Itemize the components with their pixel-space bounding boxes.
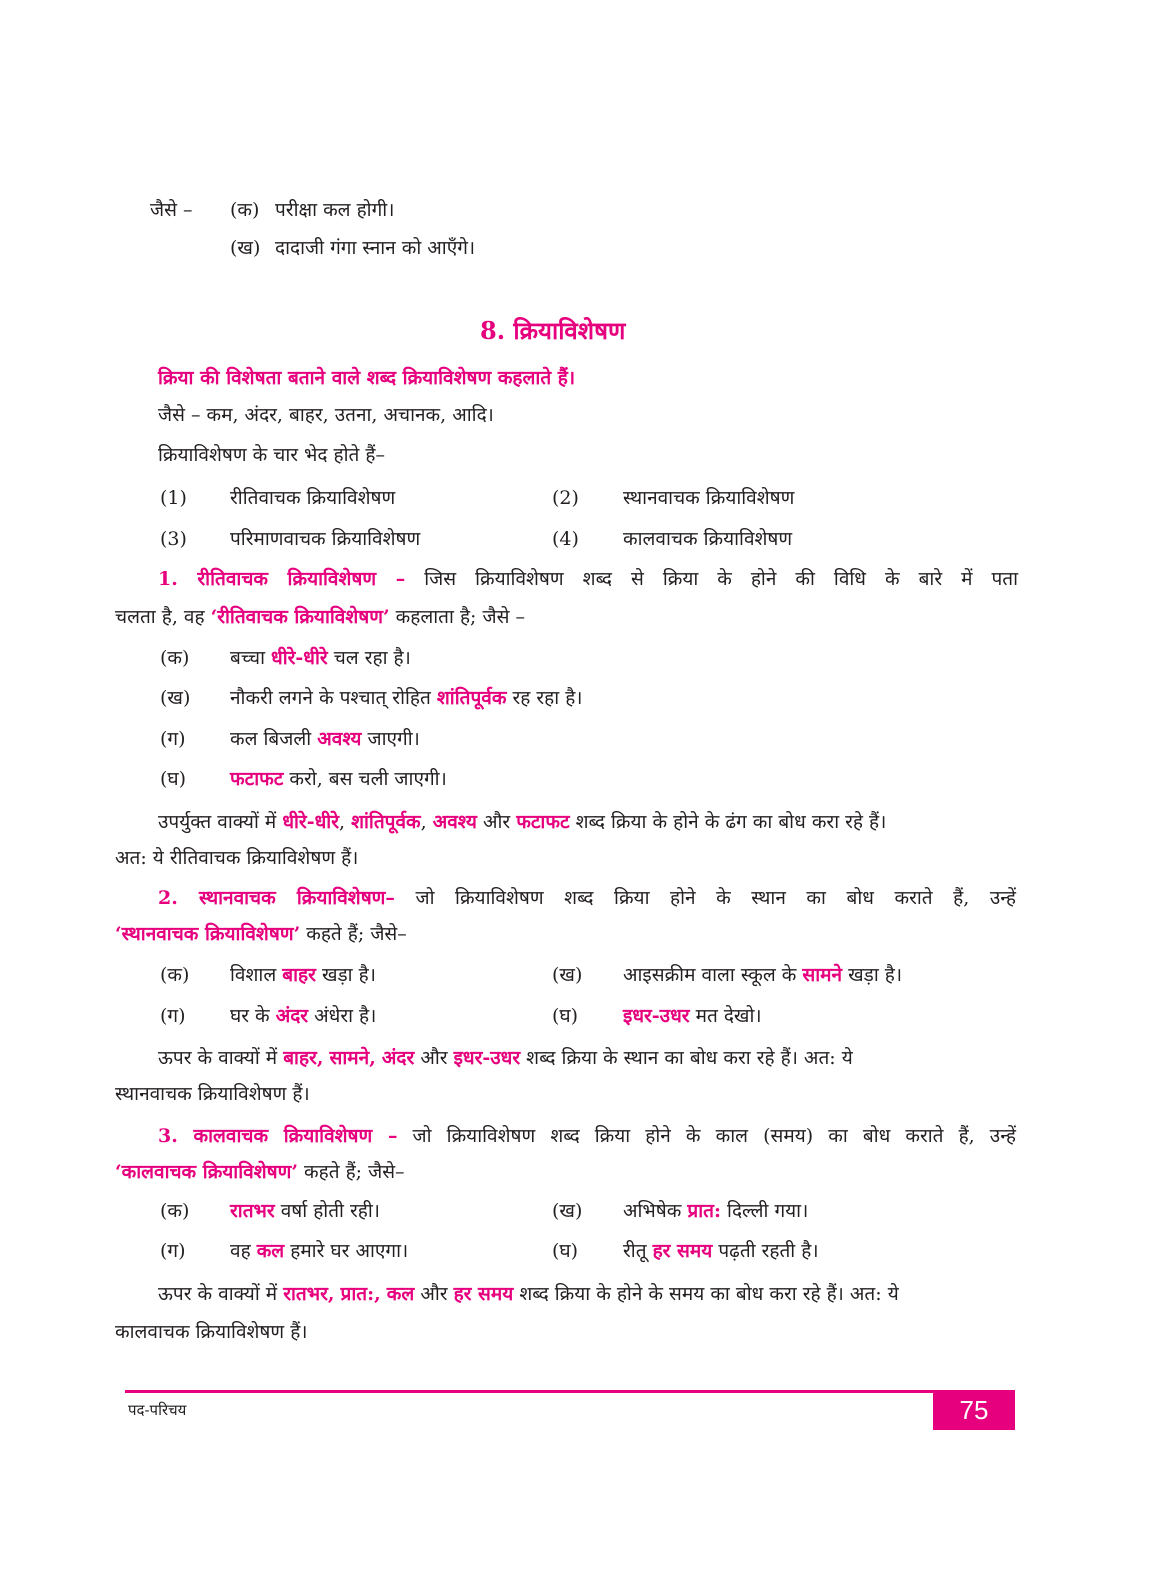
example-post: चल रहा है।	[333, 647, 411, 669]
sthan-desc1: जो क्रियाविशेषण शब्द क्रिया होने के स्थान का बोध कराते हैं, उन्हें	[415, 887, 1016, 909]
summary-word: अवश्य	[432, 811, 477, 833]
example-post: पढ़ती रहती है।	[718, 1240, 819, 1262]
summary-and: और	[420, 1283, 448, 1305]
example-highlight: फटाफट	[230, 768, 284, 790]
footer-chapter: पद-परिचय	[128, 1401, 187, 1419]
example-post: हमारे घर आएगा।	[290, 1240, 409, 1262]
example-pre: घर के	[230, 1005, 270, 1027]
summary-word: कल	[386, 1283, 415, 1305]
riti-desc2-term: ‘रीतिवाचक क्रियाविशेषण’	[210, 606, 390, 628]
sthan-heading: 2. स्थानवाचक क्रियाविशेषण–	[158, 887, 395, 909]
summary-and: और	[482, 811, 511, 833]
type-num: (1)	[160, 487, 187, 509]
example-highlight: हर समय	[652, 1240, 713, 1262]
riti-desc2-post: कहलाता है; जैसे –	[395, 606, 525, 628]
example-post: वर्षा होती रही।	[280, 1200, 380, 1222]
page-number: 75	[933, 1390, 1015, 1430]
summary-line2: कालवाचक क्रियाविशेषण हैं।	[115, 1321, 308, 1343]
type-num: (4)	[552, 528, 579, 550]
intro-example-label: जैसे –	[150, 199, 193, 221]
kaal-desc1: जो क्रियाविशेषण शब्द क्रिया होने के काल (समय) का बोध कराते हैं, उन्हें	[412, 1125, 1016, 1147]
example-marker: (ग)	[160, 728, 186, 750]
summary-word: सामने	[329, 1047, 370, 1069]
example-marker: (क)	[160, 964, 190, 986]
example-highlight: अवश्य	[317, 728, 362, 750]
summary-line2: स्थानवाचक क्रियाविशेषण हैं।	[115, 1083, 310, 1105]
type-num: (2)	[552, 487, 579, 509]
sthan-desc2-post: कहते हैं; जैसे–	[306, 923, 407, 945]
intro-example-text: दादाजी गंगा स्नान को आएँगे।	[275, 237, 476, 259]
kaal-paragraph	[158, 1124, 1016, 1148]
example-marker: (क)	[160, 1200, 190, 1222]
example-marker: (घ)	[552, 1005, 579, 1027]
footer-rule	[125, 1390, 1015, 1393]
intro-example-text: परीक्षा कल होगी।	[275, 199, 395, 221]
example-marker: (ग)	[160, 1240, 186, 1262]
riti-desc2-pre: चलता है, वह	[115, 606, 205, 628]
example-highlight: अंदर	[275, 1005, 309, 1027]
example-marker: (क)	[160, 647, 190, 669]
example-marker: (ख)	[552, 964, 583, 986]
summary-line2: अत: ये रीतिवाचक क्रियाविशेषण हैं।	[115, 847, 359, 869]
kaal-desc2-term: ‘कालवाचक क्रियाविशेषण’	[115, 1161, 298, 1183]
example-post: अंधेरा है।	[314, 1005, 377, 1027]
example-post: मत देखो।	[695, 1005, 762, 1027]
type-num: (3)	[160, 528, 187, 550]
summary-pre: उपर्युक्त वाक्यों में	[158, 811, 277, 833]
example-pre: आइसक्रीम वाला स्कूल के	[623, 964, 797, 986]
summary-word: फटाफट	[516, 811, 570, 833]
kaal-heading: 3. कालवाचक क्रियाविशेषण –	[158, 1125, 398, 1147]
example-marker: (घ)	[160, 768, 187, 790]
riti-heading: 1. रीतिवाचक क्रियाविशेषण –	[158, 568, 406, 590]
type-label: रीतिवाचक क्रियाविशेषण	[230, 487, 396, 509]
example-highlight: रातभर	[230, 1200, 275, 1222]
example-post: करो, बस चली जाएगी।	[289, 768, 447, 790]
summary-post: शब्द क्रिया के होने के समय का बोध करा रहे हैं। अत: ये	[519, 1283, 899, 1305]
summary-post: शब्द क्रिया के होने के ढंग का बोध करा रहे हैं।	[575, 811, 887, 833]
example-highlight: धीरे-धीरे	[271, 647, 328, 669]
example-highlight: बाहर	[282, 964, 316, 986]
summary-pre: ऊपर के वाक्यों में	[158, 1283, 278, 1305]
example-post: जाएगी।	[367, 728, 420, 750]
summary-word: अंदर	[381, 1047, 415, 1069]
riti-paragraph	[158, 567, 1018, 591]
example-marker: (घ)	[552, 1240, 579, 1262]
example-marker: (ख)	[160, 687, 191, 709]
sthan-paragraph	[158, 886, 1016, 910]
example-highlight: शांतिपूर्वक	[436, 687, 507, 709]
type-label: कालवाचक क्रियाविशेषण	[623, 528, 793, 550]
summary-word: हर समय	[453, 1283, 514, 1305]
type-label: स्थानवाचक क्रियाविशेषण	[623, 487, 795, 509]
summary-word: इधर-उधर	[453, 1047, 521, 1069]
example-pre: विशाल	[230, 964, 277, 986]
example-pre: अभिषेक	[623, 1200, 682, 1222]
types-intro: क्रियाविशेषण के चार भेद होते हैं–	[158, 444, 386, 466]
section-definition: क्रिया की विशेषता बताने वाले शब्द क्रियाविशेषण कहलाते हैं।	[158, 367, 576, 389]
example-marker: (ग)	[160, 1005, 186, 1027]
example-highlight: इधर-उधर	[623, 1005, 690, 1027]
summary-word: रातभर	[283, 1283, 328, 1305]
summary-and: और	[420, 1047, 448, 1069]
summary-word: शांतिपूर्वक	[351, 811, 421, 833]
summary-word: बाहर	[283, 1047, 317, 1069]
example-pre: कल बिजली	[230, 728, 312, 750]
example-pre: वह	[230, 1240, 251, 1262]
example-post: खड़ा है।	[321, 964, 376, 986]
example-pre: बच्चा	[230, 647, 265, 669]
section-title: 8. क्रियाविशेषण	[480, 316, 626, 345]
summary-pre: ऊपर के वाक्यों में	[158, 1047, 278, 1069]
riti-desc1: जिस क्रियाविशेषण शब्द से क्रिया के होने की विधि के बारे में पता	[424, 568, 1019, 590]
example-pre: रीतू	[623, 1240, 647, 1262]
intro-example-marker: (ख)	[230, 237, 261, 259]
summary-post: शब्द क्रिया के स्थान का बोध करा रहे हैं। अत: ये	[526, 1047, 853, 1069]
example-pre: नौकरी लगने के पश्चात् रोहित	[230, 687, 431, 709]
example-highlight: सामने	[802, 964, 843, 986]
examples-text: जैसे – कम, अंदर, बाहर, उतना, अचानक, आदि।	[158, 404, 494, 426]
kaal-desc2-post: कहते हैं; जैसे–	[304, 1161, 405, 1183]
intro-example-marker: (क)	[230, 199, 260, 221]
sthan-desc2-term: ‘स्थानवाचक क्रियाविशेषण’	[115, 923, 301, 945]
summary-word: प्रात:	[340, 1283, 375, 1305]
example-post: खड़ा है।	[848, 964, 903, 986]
example-post: रह रहा है।	[512, 687, 583, 709]
example-highlight: कल	[256, 1240, 285, 1262]
type-label: परिमाणवाचक क्रियाविशेषण	[230, 528, 421, 550]
example-marker: (ख)	[552, 1200, 583, 1222]
summary-word: धीरे-धीरे	[282, 811, 339, 833]
example-post: दिल्ली गया।	[727, 1200, 809, 1222]
example-highlight: प्रात:	[687, 1200, 721, 1222]
